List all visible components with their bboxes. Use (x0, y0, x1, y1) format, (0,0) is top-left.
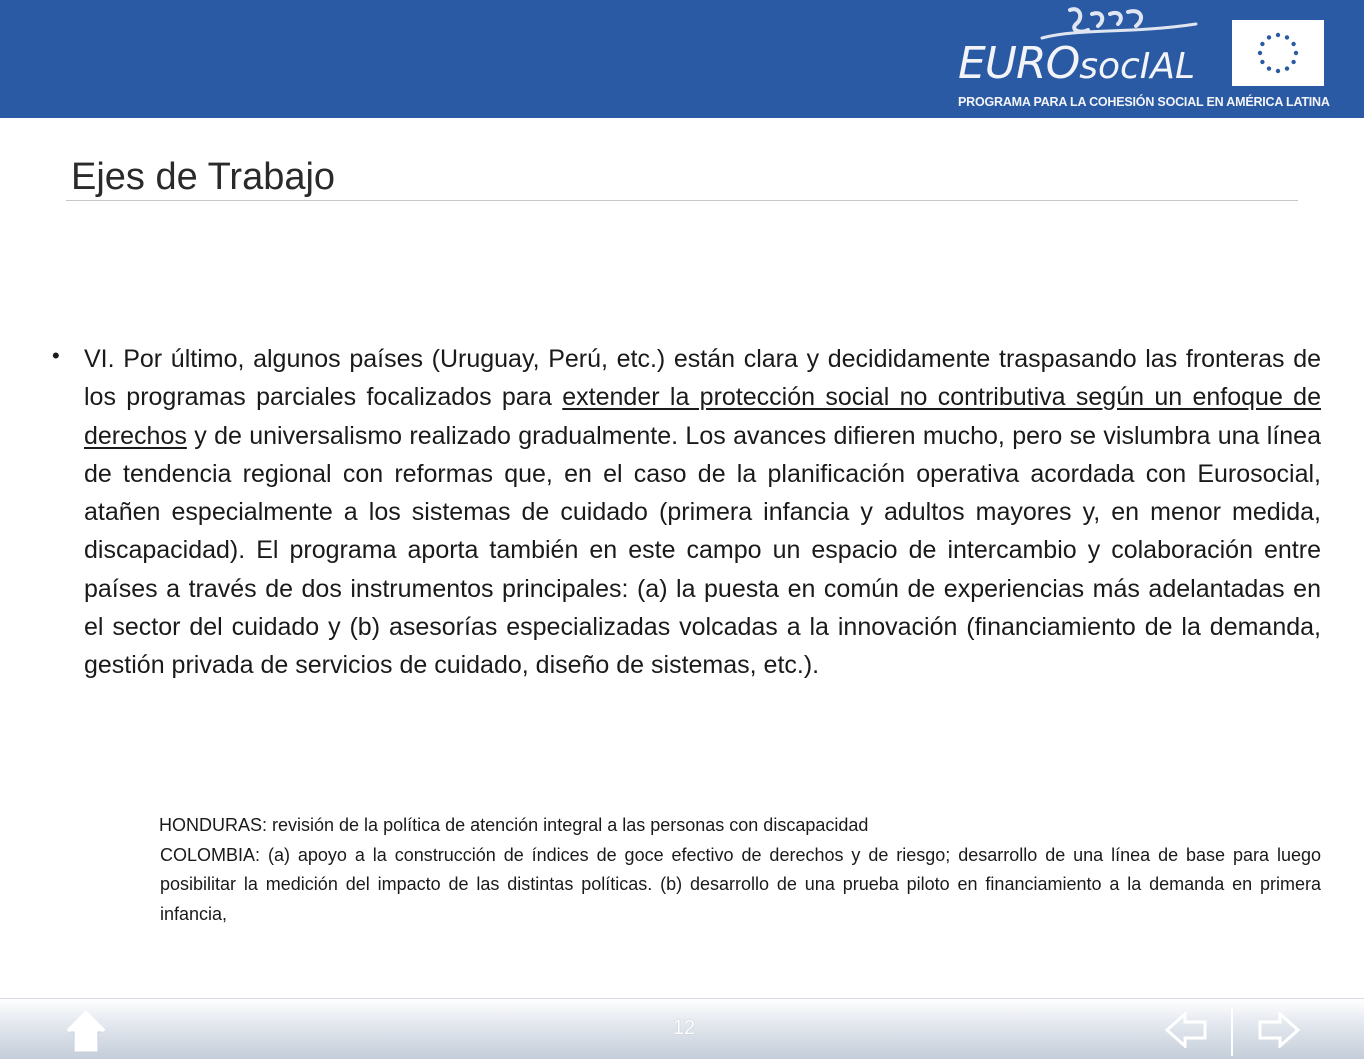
brand-tagline: PROGRAMA PARA LA COHESIÓN SOCIAL EN AMÉRICA LATINA (958, 95, 1330, 109)
slide-title: Ejes de Trabajo (71, 156, 336, 198)
arrow-right-icon[interactable] (1258, 1012, 1300, 1048)
note-honduras: HONDURAS: revisión de la política de atención integral a las personas con discapacidad (159, 815, 869, 835)
bullet-marker: • (52, 343, 60, 368)
country-notes (160, 811, 1321, 929)
header-banner (0, 0, 1364, 118)
note-colombia: COLOMBIA: (a) apoyo a la construcción de índices de goce efectivo de derechos y de riesgo; desarrollo de una línea de base para luego posibilitar la medición del impacto de las distintas políticas. (b) desarrollo de una prueba piloto en financiamiento a la demanda en primera infancia, (160, 844, 1321, 924)
brand-lower: socIAL (1079, 46, 1196, 87)
main-paragraph-part1: VI. Por último, algunos países (Uruguay, Perú, etc.) están clara y decididamente traspasando las fronteras de los programas parciales focalizados para (84, 345, 1321, 412)
main-paragraph-underlined: extender la protección social no contributiva según un enfoque de derechos (84, 383, 1321, 450)
main-paragraph-part2: y de universalismo realizado gradualmente. Los avances difieren mucho, pero se vislumbra una línea de tendencia regional con reformas que, en el caso de la planificación operativa acordada con Eurosocial, atañen especialmente a los sistemas de cuidado (primera infancia y adultos mayores y, en menor medida, discapacidad). El programa aporta también en este campo un espacio de intercambio y colaboración entre países a través de dos instrumentos principales: (a) la puesta en común de experiencias más adelantadas en el sector del cuidado y (b) asesorías especializadas volcadas a la innovación (financiamiento de la demanda, gestión privada de servicios de cuidado, diseño de sistemas, etc.). (84, 421, 1321, 680)
eu-flag-icon (1232, 20, 1324, 86)
arrow-left-icon[interactable] (1165, 1012, 1207, 1048)
main-paragraph (84, 340, 1321, 685)
nav-separator (1231, 1008, 1233, 1056)
page-number: 12 (672, 1017, 696, 1039)
brand-logo (958, 38, 1195, 89)
home-icon[interactable] (66, 1010, 106, 1054)
title-divider (66, 200, 1298, 201)
brand-upper: EURO (958, 38, 1080, 89)
